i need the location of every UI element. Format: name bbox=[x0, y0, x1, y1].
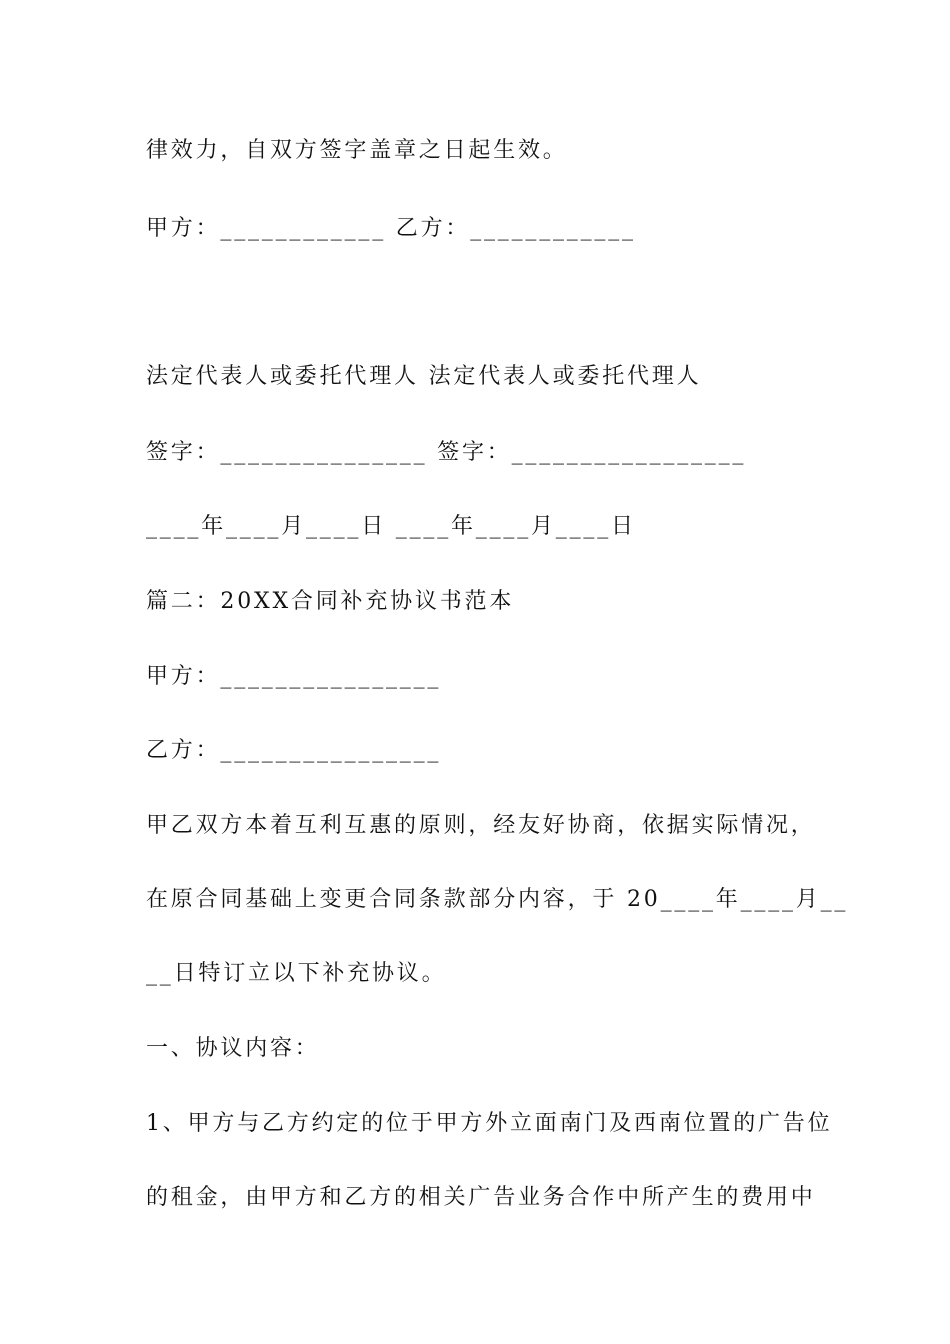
signature-line: 签字：_______________ 签字：_________________ bbox=[146, 440, 747, 465]
paragraph-line: 1、甲方与乙方约定的位于甲方外立面南门及西南位置的广告位 bbox=[146, 1111, 833, 1136]
paragraph-line: __日特订立以下补充协议。 bbox=[146, 961, 447, 986]
clause-effective-text: 律效力，自双方签字盖章之日起生效。 bbox=[146, 138, 568, 163]
party-signature-line: 甲方：____________ 乙方：____________ bbox=[146, 216, 636, 241]
subsection-heading: 一、协议内容： bbox=[146, 1036, 320, 1061]
legal-representative-line: 法定代表人或委托代理人 法定代表人或委托代理人 bbox=[146, 364, 702, 389]
party-b-line: 乙方：________________ bbox=[146, 738, 442, 763]
section-title: 篇二：20XX合同补充协议书范本 bbox=[146, 589, 515, 614]
paragraph-line: 甲乙双方本着互利互惠的原则，经友好协商，依据实际情况， bbox=[146, 813, 816, 838]
paragraph-line: 在原合同基础上变更合同条款部分内容，于 20____年____月__ bbox=[146, 887, 849, 912]
date-line: ____年____月____日 ____年____月____日 bbox=[146, 514, 636, 539]
party-a-line: 甲方：________________ bbox=[146, 664, 442, 689]
paragraph-line: 的租金，由甲方和乙方的相关广告业务合作中所产生的费用中 bbox=[146, 1185, 816, 1210]
